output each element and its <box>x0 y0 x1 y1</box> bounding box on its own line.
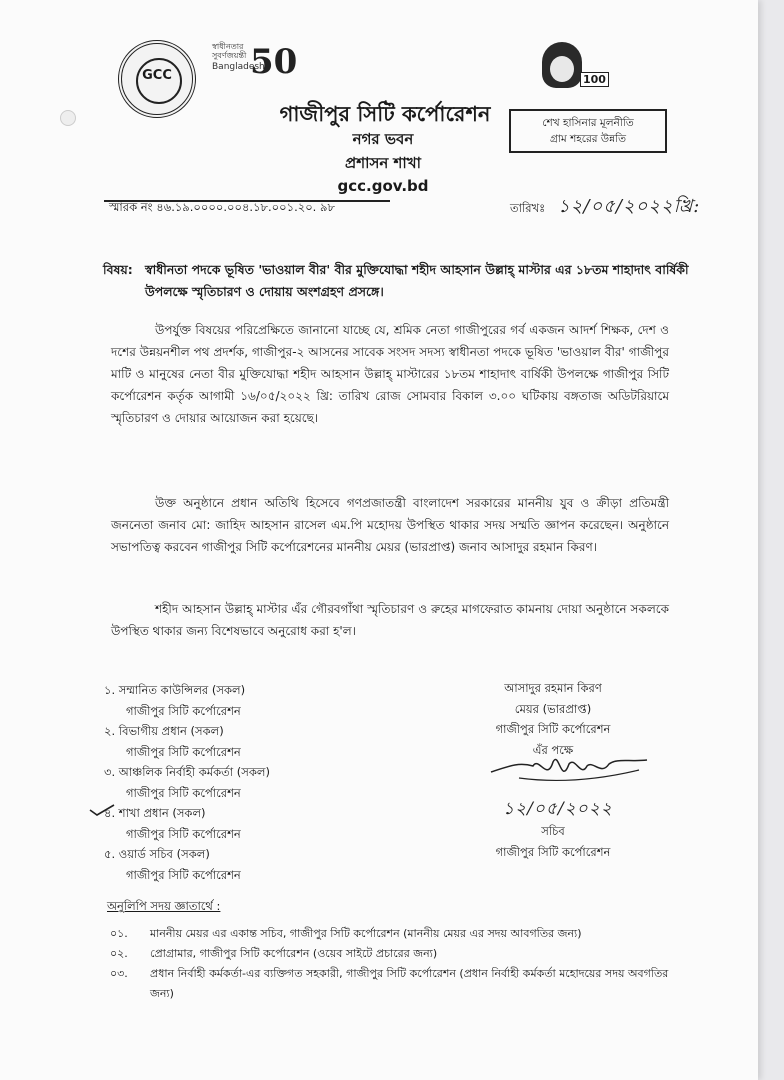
subject-label: বিষয়: <box>103 262 133 277</box>
copy-to-text: প্রোগ্রামার, গাজীপুর সিটি কর্পোরেশন (ওয়েব সাইটে প্রচারের জন্য) <box>150 947 438 960</box>
date-value: ১২/০৫/২০২২খ্রি: <box>558 196 701 217</box>
recipient-org: গাজীপুর সিটি কর্পোরেশন <box>126 867 241 882</box>
copy-to-text: মাননীয় মেয়র এর একান্ত সচিব, গাজীপুর সিটি কর্পোরেশন (মাননীয় মেয়র এর সদয় আবগতির জন্য) <box>150 927 582 940</box>
subject-block <box>103 259 693 303</box>
copy-to-number: ০৩. <box>110 967 128 980</box>
recipient-org: গাজীপুর সিটি কর্পোরেশন <box>126 785 241 800</box>
copy-to-list <box>110 924 670 1004</box>
tick-mark-icon <box>89 803 115 817</box>
portrait-icon <box>542 42 582 88</box>
signatory-designation: মেয়র (ভারপ্রাপ্ত) <box>514 701 592 716</box>
subject-text: স্বাধীনতা পদকে ভূষিত 'ভাওয়াল বীর' বীর মুক্তিযোদ্ধা শহীদ আহসান উল্লাহ্ মাস্টার এর ১৮তম শাহাদাৎ বার্ষিকী উপলক্ষে স্মৃতিচারণ ও দোয়ায় অংশগ্রহণ প্রসঙ্গে। <box>145 262 689 299</box>
recipient-org: গাজীপুর সিটি কর্পোরেশন <box>126 703 241 718</box>
bd50-country: Bangladesh <box>212 62 265 72</box>
bd50-line2: সুবর্ণজয়ন্তী <box>212 51 247 60</box>
on-behalf: এঁর পক্ষে <box>532 742 574 757</box>
recipient-item: ৫. ওয়ার্ড সচিব (সকল) <box>104 847 210 861</box>
signatory-title-org: গাজীপুর সিটি কর্পোরেশন <box>495 844 611 859</box>
recipient-list <box>104 680 364 885</box>
signatory-title-block <box>463 821 643 862</box>
copy-to-item <box>110 924 670 944</box>
recipient-item: ৪. শাখা প্রধান (সকল) <box>104 806 206 820</box>
date-label: তারিখঃ <box>510 201 546 215</box>
slogan-line2: গ্রাম শহরের উন্নতি <box>550 133 626 145</box>
p1-text: উপর্যুক্ত বিষয়ের পরিপ্রেক্ষিতে জানানো যাচ্ছে যে, শ্রমিক নেতা গাজীপুরের গর্ব একজন আদর্শ শিক্ষক, দেশ ও দশের উন্নয়নশীল পথ প্রদর্শক, গাজীপুর-২ আসনের সাবেক সংসদ সদস্য স্বাধীনতা পদকে ভূষিত 'ভাওয়াল বীর' গাজীপুর মাটি ও মানুষের নেতা বীর মুক্তিযোদ্ধা শহীদ আহসান উল্লাহ্ মাস্টারের ১৮তম শাহাদাৎ বার্ষিকী উপলক্ষে গাজীপুর সিটি কর্পোরেশন কর্তৃক আগামী ১৬/০৫/২০২২ খ্রি: তারিখ রোজ সোমবার বিকাল ৩.০০ ঘটিকায় বঙ্গতাজ অডিটরিয়ামে স্মৃতিচারণ ও দোয়ার আয়োজন করা হয়েছে। <box>111 323 669 425</box>
office-name: নগর ভবন <box>352 130 414 148</box>
copy-to-item <box>110 964 670 1004</box>
body-paragraph-1 <box>111 319 669 429</box>
copy-to-number: ০১. <box>110 927 128 940</box>
recipient-item: ২. বিভাগীয় প্রধান (সকল) <box>104 724 224 738</box>
signatory-title: সচিব <box>541 824 565 838</box>
signatory-name: আসাদুর রহমান কিরণ <box>504 681 602 695</box>
recipient-org: গাজীপুর সিটি কর্পোরেশন <box>126 826 241 841</box>
gcc-logo-text: GCC <box>142 68 172 83</box>
signed-date: ১২/০৫/২০২২ <box>503 799 613 819</box>
body-paragraph-3 <box>111 598 669 642</box>
signature-block <box>463 678 643 760</box>
recipient-org: গাজীপুর সিটি কর্পোরেশন <box>126 744 241 759</box>
memo-ref: স্মারক নং ৪৬.১৯.০০০০.০০৪.১৮.০০১.২০. ৯৮ <box>109 200 335 214</box>
slogan-box <box>509 109 667 153</box>
bd50-number: 50 <box>250 42 298 82</box>
slogan-line1: শেখ হাসিনার মূলনীতি <box>542 117 634 129</box>
copy-to-text: প্রধান নির্বাহী কর্মকর্তা-এর ব্যক্তিগত সহকারী, গাজীপুর সিটি কর্পোরেশন (প্রধান নির্বাহী কর্মকর্তা মহোদয়ের সদয় অবগতির জন্য) <box>150 967 669 1000</box>
p3-text: শহীদ আহসান উল্লাহ্ মাস্টার এঁর গৌরবগাঁথা স্মৃতিচারণ ও রুহের মাগফেরাত কামনায় দোয়া অনুষ্ঠানে সকলকে উপস্থিত থাকার জন্য বিশেষভাবে অনুরোধ করা হ'ল। <box>111 602 669 638</box>
signatory-org: গাজীপুর সিটি কর্পোরেশন <box>495 722 611 736</box>
website: gcc.gov.bd <box>337 177 429 195</box>
p2-text: উক্ত অনুষ্ঠানে প্রধান অতিথি হিসেবে গণপ্রজাতন্ত্রী বাংলাদেশ সরকারের মাননীয় যুব ও ক্রীড়া প্রতিমন্ত্রী জননেতা জনাব মো: জাহিদ আহসান রাসেল এম.পি মহোদয় উপস্থিত থাকার সদয় সম্মতি জ্ঞাপন করেছেন। অনুষ্ঠানে সভাপতিত্ব করবেন গাজীপুর সিটি কর্পোরেশনের মাননীয় মেয়র (ভারপ্রাপ্ত) জনাব আসাদুর রহমান কিরণ। <box>111 496 669 554</box>
recipient-item: ৩. আঞ্চলিক নির্বাহী কর্মকর্তা (সকল) <box>104 765 270 779</box>
body-paragraph-2 <box>111 492 669 558</box>
copy-to-item <box>110 944 670 964</box>
mujib-100-badge: 100 <box>580 72 609 87</box>
branch-name: প্রশাসন শাখা <box>345 154 421 172</box>
mujib-100-logo <box>538 42 618 98</box>
org-name: গাজীপুর সিটি কর্পোরেশন <box>279 102 491 126</box>
copy-to-heading: অনুলিপি সদয় জ্ঞাতার্থে : <box>107 899 221 913</box>
bd50-line1: স্বাধীনতার <box>212 42 244 51</box>
handwritten-signature <box>489 752 649 792</box>
copy-to-number: ০২. <box>110 947 128 960</box>
recipient-item: ১. সম্মানিত কাউন্সিলর (সকল) <box>104 683 246 697</box>
bangladesh-50-logo <box>212 42 298 94</box>
